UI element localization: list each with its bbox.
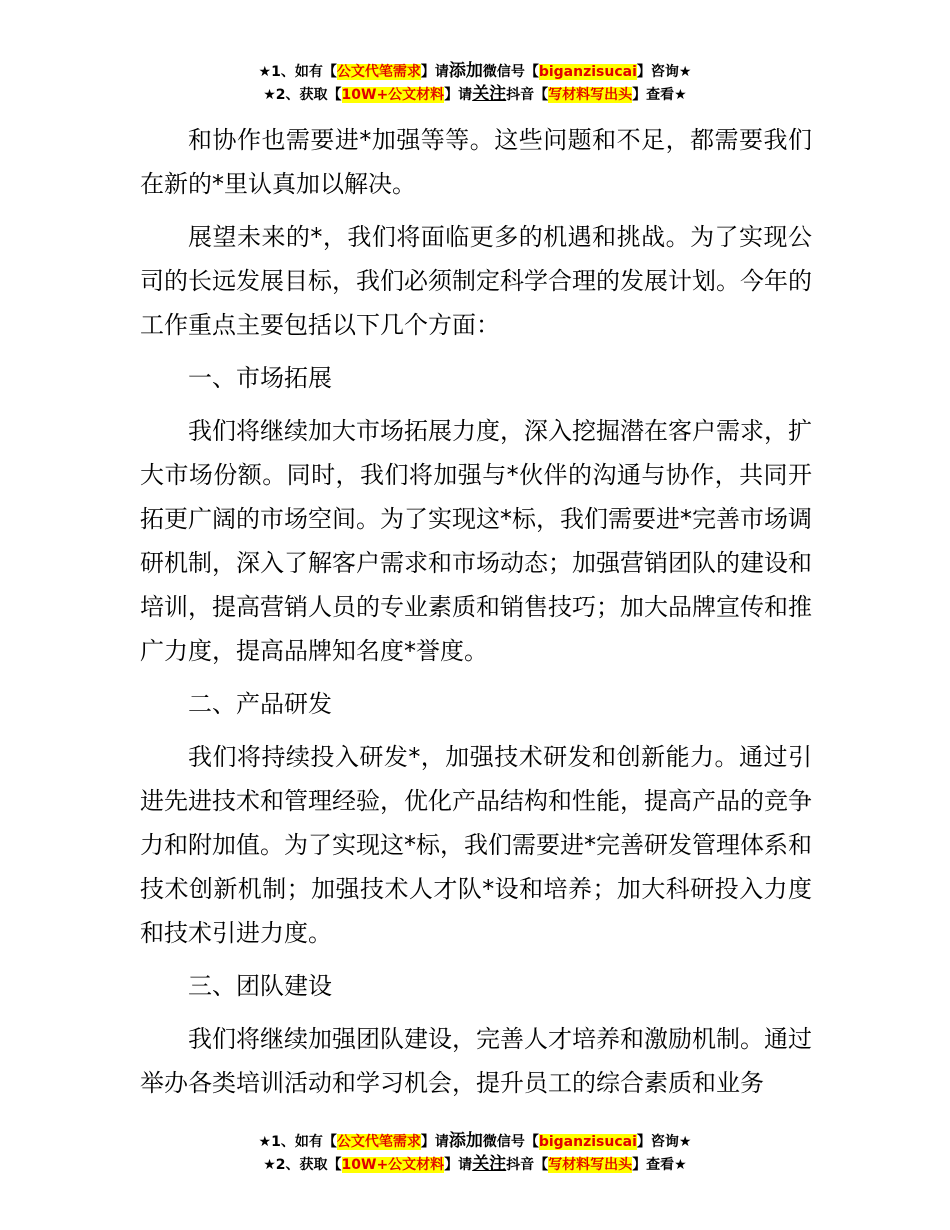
banner-highlight: 10W+公文材料 xyxy=(341,87,445,103)
banner-text: 】咨询★ xyxy=(636,1134,692,1150)
banner-text: 抖音【 xyxy=(506,87,549,103)
banner-text: 】查看★ xyxy=(632,1157,687,1173)
paragraph: 我们将持续投入研发*，加强技术研发和创新能力。通过引进先进技术和管理经验，优化产品结构和性能，提高产品的竞争力和附加值。为了实现这*标，我们需要进*完善研发管理体系和技术创新机制；加强技术人才队*设和培养；加大科研投入力度和技术引进力度。 xyxy=(140,743,812,947)
footer-banner xyxy=(0,1130,950,1176)
banner-highlight: 公文代笔需求 xyxy=(336,1134,421,1150)
banner-text: 微信号【 xyxy=(482,64,539,80)
paragraph: 展望未来的*，我们将面临更多的机遇和挑战。为了实现公司的长远发展目标，我们必须制定科学合理的发展计划。今年的工作重点主要包括以下几个方面： xyxy=(140,223,812,339)
banner-highlight: 写材料写出头 xyxy=(548,87,633,103)
banner-text: ★1、如有【 xyxy=(258,1134,337,1150)
banner-text: 】咨询★ xyxy=(636,64,692,80)
banner-emphasis: 关注 xyxy=(472,1154,507,1174)
section-heading: 三、团队建设 xyxy=(188,972,332,1000)
banner-line-2 xyxy=(0,1153,950,1176)
banner-highlight: 10W+公文材料 xyxy=(341,1157,445,1173)
document-body xyxy=(140,118,812,1114)
banner-line-1 xyxy=(0,1130,950,1153)
banner-line-1 xyxy=(0,60,950,83)
section-heading: 一、市场拓展 xyxy=(188,364,332,392)
banner-text: ★1、如有【 xyxy=(258,64,337,80)
banner-emphasis: 关注 xyxy=(472,84,507,104)
section-heading: 二、产品研发 xyxy=(188,690,332,718)
banner-highlight: 公文代笔需求 xyxy=(336,64,421,80)
banner-highlight: 写材料写出头 xyxy=(548,1157,633,1173)
paragraph: 和协作也需要进*加强等等。这些问题和不足，都需要我们在新的*里认真加以解决。 xyxy=(140,126,812,198)
paragraph: 我们将继续加大市场拓展力度，深入挖掘潜在客户需求，扩大市场份额。同时，我们将加强与*伙伴的沟通与协作，共同开拓更广阔的市场空间。为了实现这*标，我们需要进*完善市场调研机制，深入了解客户需求和市场动态；加强营销团队的建设和培训，提高营销人员的专业素质和销售技巧；加大品牌宣传和推广力度，提高品牌知名度*誉度。 xyxy=(140,417,812,665)
paragraph: 我们将继续加强团队建设，完善人才培养和激励机制。通过举办各类培训活动和学习机会，提升员工的综合素质和业务 xyxy=(140,1025,812,1097)
banner-emphasis: 添加 xyxy=(448,61,483,81)
banner-highlight: biganzisucai xyxy=(538,1134,637,1150)
banner-text: 抖音【 xyxy=(506,1157,549,1173)
banner-text: 】查看★ xyxy=(632,87,687,103)
banner-text: ★2、获取【 xyxy=(263,87,342,103)
banner-text: ★2、获取【 xyxy=(263,1157,342,1173)
banner-highlight: biganzisucai xyxy=(538,64,637,80)
banner-line-2 xyxy=(0,83,950,106)
banner-emphasis: 添加 xyxy=(448,1131,483,1151)
banner-text: 】请 xyxy=(444,1157,473,1173)
banner-text: 】请 xyxy=(420,1134,449,1150)
header-banner xyxy=(0,60,950,106)
banner-text: 微信号【 xyxy=(482,1134,539,1150)
banner-text: 】请 xyxy=(444,87,473,103)
banner-text: 】请 xyxy=(420,64,449,80)
